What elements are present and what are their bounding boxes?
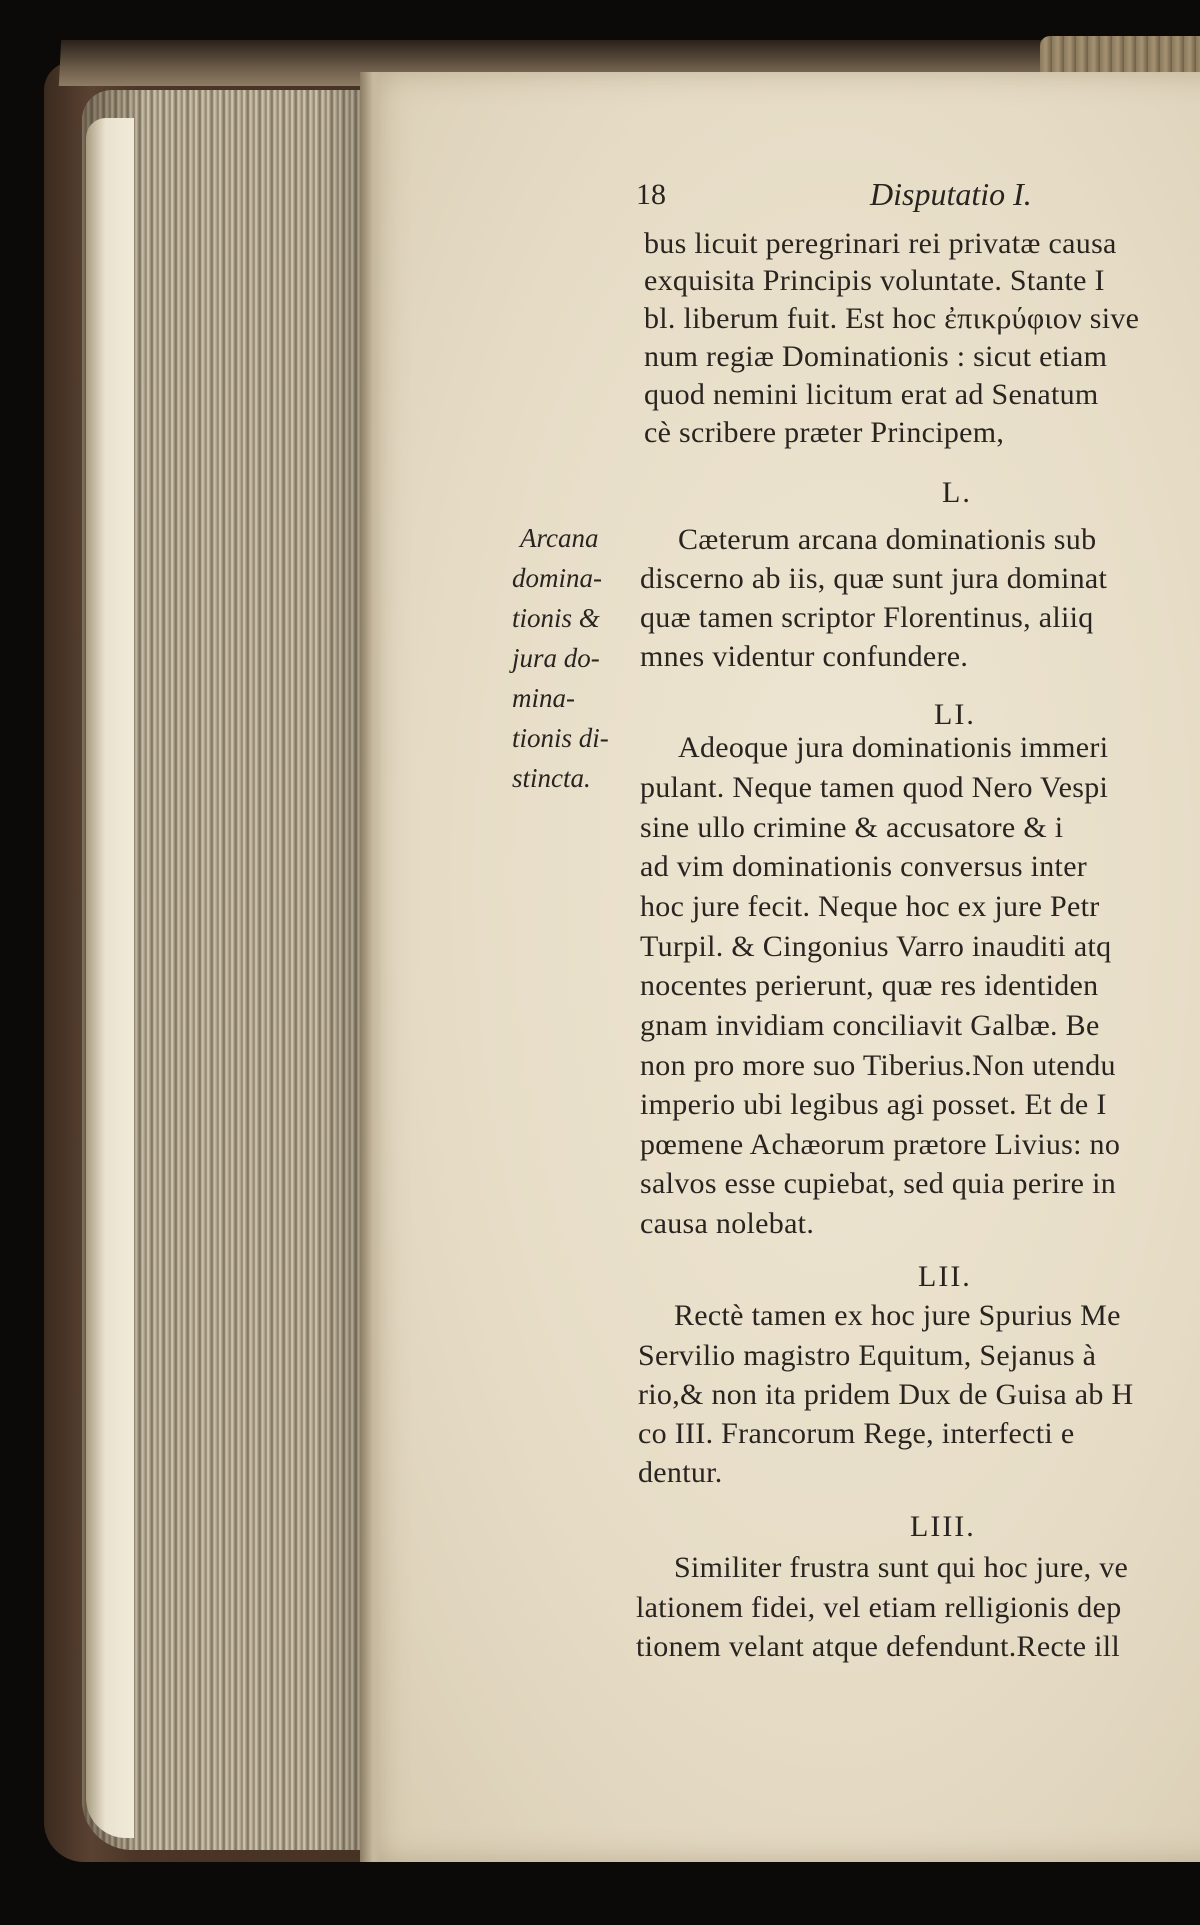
sidenote-line: mina- [512, 683, 575, 713]
section-numeral-LI: LI. [934, 698, 976, 731]
text-line: pulant. Neque tamen quod Nero Vespi [640, 771, 1109, 804]
text-line: nocentes perierunt, quæ res identiden [640, 969, 1099, 1002]
text-line: causa nolebat. [640, 1207, 815, 1240]
text-line: co III. Francorum Rege, interfecti e [638, 1417, 1075, 1450]
inner-page-edge [86, 118, 134, 1838]
text-line: num regiæ Dominationis : sicut etiam [644, 340, 1108, 373]
section-numeral-LIII: LIII. [910, 1510, 976, 1543]
text-line: lationem fidei, vel etiam relligionis dep [636, 1591, 1122, 1624]
text-line: salvos esse cupiebat, sed quia perire in [640, 1167, 1117, 1200]
text-line: Similiter frustra sunt qui hoc jure, ve [674, 1551, 1129, 1584]
text-line: hoc jure fecit. Neque hoc ex jure Petr [640, 890, 1100, 923]
text-line: imperio ubi legibus agi posset. Et de I [640, 1088, 1107, 1121]
sidenote-line: Arcana [520, 523, 599, 553]
page-gutter [360, 72, 382, 1862]
sidenote-line: stincta. [512, 763, 591, 793]
section-numeral-L: L. [942, 476, 972, 509]
text-line: discerno ab iis, quæ sunt jura dominat [640, 562, 1108, 595]
text-line: non pro more suo Tiberius.Non utendu [640, 1049, 1116, 1082]
text-line: rio,& non ita pridem Dux de Guisa ab H [638, 1378, 1134, 1411]
sidenote-line: tionis & [512, 603, 600, 633]
text-line: quod nemini licitum erat ad Senatum [644, 378, 1099, 411]
text-line: pœmene Achæorum prætore Livius: no [640, 1128, 1121, 1161]
text-line: ad vim dominationis conversus inter [640, 850, 1088, 883]
text-line: Turpil. & Cingonius Varro inauditi atq [640, 930, 1112, 963]
page-number: 18 [636, 178, 666, 211]
running-title: Disputatio I. [870, 176, 1032, 212]
text-line: Servilio magistro Equitum, Sejanus à [638, 1339, 1097, 1372]
text-line: tionem velant atque defendunt.Recte ill [636, 1630, 1121, 1663]
text-line: Adeoque jura dominationis immeri [678, 731, 1109, 764]
section-numeral-LII: LII. [918, 1260, 972, 1293]
sidenote-line: tionis di- [512, 723, 609, 753]
text-line: Rectè tamen ex hoc jure Spurius Me [674, 1299, 1121, 1332]
text-line: cè scribere præter Principem, [644, 416, 1005, 449]
sidenote-line: domina- [512, 563, 602, 593]
text-line: bus licuit peregrinari rei privatæ causa [644, 227, 1117, 260]
text-line: bl. liberum fuit. Est hoc ἐπικρύφιον sive [644, 302, 1140, 335]
text-line: gnam invidiam conciliavit Galbæ. Be [640, 1009, 1100, 1042]
text-line: quæ tamen scriptor Florentinus, aliiq [640, 601, 1094, 634]
text-line: mnes videntur confundere. [640, 640, 969, 673]
text-line: exquisita Principis voluntate. Stante I [644, 264, 1105, 297]
text-line: Cæterum arcana dominationis sub [678, 523, 1097, 556]
sidenote-line: jura do- [512, 643, 600, 673]
text-line: sine ullo crimine & accusatore & i [640, 811, 1064, 844]
text-line: dentur. [638, 1456, 723, 1489]
